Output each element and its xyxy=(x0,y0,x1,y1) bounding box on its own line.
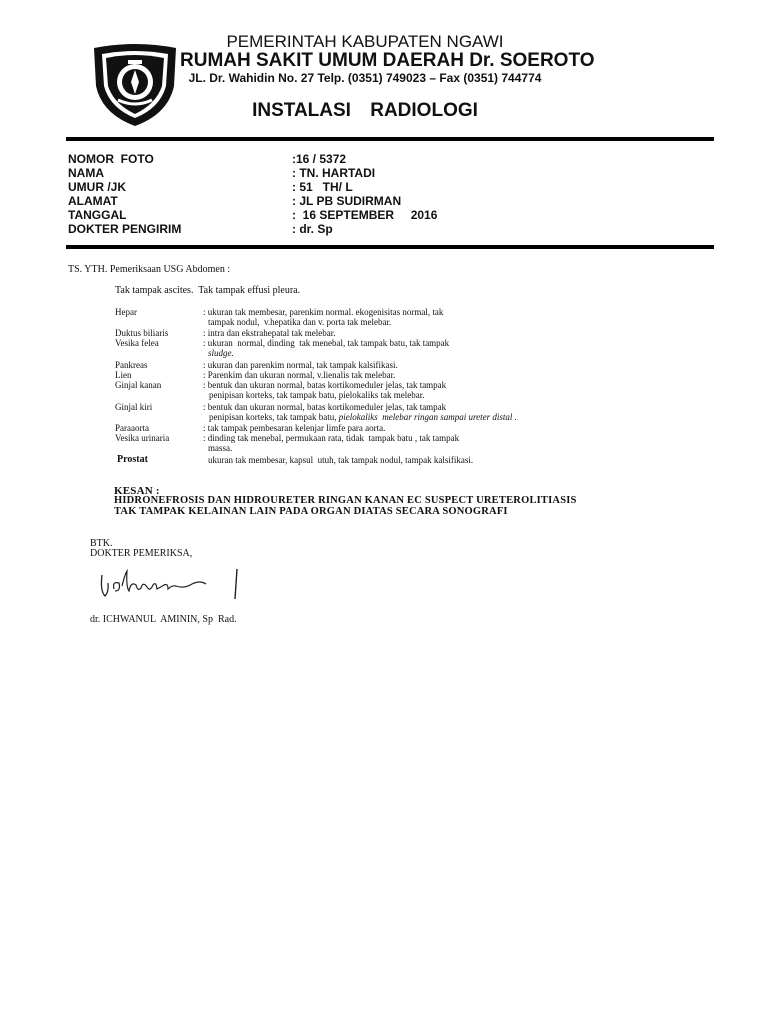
finding-organ: Duktus biliaris xyxy=(115,328,169,338)
finding-text: : ukuran normal, dinding tak menebal, tak tampak batu, tak tampak xyxy=(203,338,450,348)
finding-organ: Vesika felea xyxy=(115,338,159,348)
finding-text: : Parenkim dan ukuran normal, v.lienalis tak melebar. xyxy=(203,370,396,380)
finding-text: sludge. xyxy=(208,348,234,358)
patient-label: TANGGAL xyxy=(68,208,127,222)
finding-organ: Hepar xyxy=(115,307,137,317)
finding-organ: Paraaorta xyxy=(115,423,149,433)
finding-text: : ukuran dan parenkim normal, tak tampak kalsifikasi. xyxy=(203,360,398,370)
hospital-address: JL. Dr. Wahidin No. 27 Telp. (0351) 749023 – Fax (0351) 744774 xyxy=(188,71,542,85)
department-title: INSTALASI RADIOLOGI xyxy=(252,100,478,121)
finding-organ: Ginjal kiri xyxy=(115,402,153,412)
patient-label: ALAMAT xyxy=(68,194,118,208)
finding-organ: Prostat xyxy=(117,454,148,465)
patient-value: : JL PB SUDIRMAN xyxy=(292,194,402,208)
patient-label: DOKTER PENGIRIM xyxy=(68,222,182,236)
finding-text: : dinding tak menebal, permukaan rata, tidak tampak batu , tak tampak xyxy=(203,433,460,443)
report-intro: Tak tampak ascites. Tak tampak effusi pleura. xyxy=(115,285,301,296)
finding-text: tampak nodul, v.hepatika dan v. porta tak melebar. xyxy=(208,317,392,327)
finding-organ: Ginjal kanan xyxy=(115,380,162,390)
finding-text: penipisan korteks, tak tampak batu, pielokaliks melebar ringan sampai ureter distal . xyxy=(209,412,517,422)
finding-text: : intra dan ekstrahepatal tak melebar. xyxy=(203,328,336,338)
patient-label: NAMA xyxy=(68,166,104,180)
signoff-title: DOKTER PEMERIKSA, xyxy=(90,548,193,559)
patient-value: :16 / 5372 xyxy=(292,152,347,166)
patient-value: : 51 TH/ L xyxy=(292,180,353,194)
patient-label: NOMOR FOTO xyxy=(68,152,154,166)
patient-value: : TN. HARTADI xyxy=(292,166,376,180)
regency-crest-icon xyxy=(88,42,182,128)
doctor-signature xyxy=(96,565,246,605)
finding-organ: Lien xyxy=(115,370,132,380)
bottom-divider xyxy=(66,245,714,249)
conclusion-line: TAK TAMPAK KELAINAN LAIN PADA ORGAN DIATAS SECARA SONOGRAFI xyxy=(114,506,508,517)
finding-text: ukuran tak membesar, kapsul utuh, tak tampak nodul, tampak kalsifikasi. xyxy=(208,455,474,465)
finding-organ: Pankreas xyxy=(115,360,148,370)
top-divider xyxy=(66,137,714,141)
patient-value: : 16 SEPTEMBER 2016 xyxy=(292,208,438,222)
finding-organ: Vesika urinaria xyxy=(115,433,170,443)
conclusion-line: HIDRONEFROSIS DAN HIDROURETER RINGAN KANAN EC SUSPECT URETEROLITIASIS xyxy=(114,495,577,506)
finding-text: : bentuk dan ukuran normal, batas kortikomeduler jelas, tak tampak xyxy=(203,380,447,390)
patient-value: : dr. Sp xyxy=(292,222,333,236)
patient-label: UMUR /JK xyxy=(68,180,127,194)
government-name: PEMERINTAH KABUPATEN NGAWI xyxy=(226,32,504,51)
conclusion-title: KESAN : xyxy=(114,485,160,497)
finding-text: : tak tampak pembesaran kelenjar limfe para aorta. xyxy=(203,423,386,433)
finding-text: : bentuk dan ukuran normal, batas kortikomeduler jelas, tak tampak xyxy=(203,402,447,412)
report-greeting: TS. YTH. Pemeriksaan USG Abdomen : xyxy=(68,264,231,275)
finding-text: massa. xyxy=(208,443,233,453)
hospital-name: RUMAH SAKIT UMUM DAERAH Dr. SOEROTO xyxy=(180,50,595,71)
signoff-btk: BTK. xyxy=(90,538,113,549)
doctor-name: dr. ICHWANUL AMININ, Sp Rad. xyxy=(90,614,237,625)
finding-text: : ukuran tak membesar, parenkim normal. ekogenisitas normal, tak xyxy=(203,307,444,317)
finding-text: penipisan korteks, tak tampak batu, pielokaliks tak melebar. xyxy=(209,390,425,400)
